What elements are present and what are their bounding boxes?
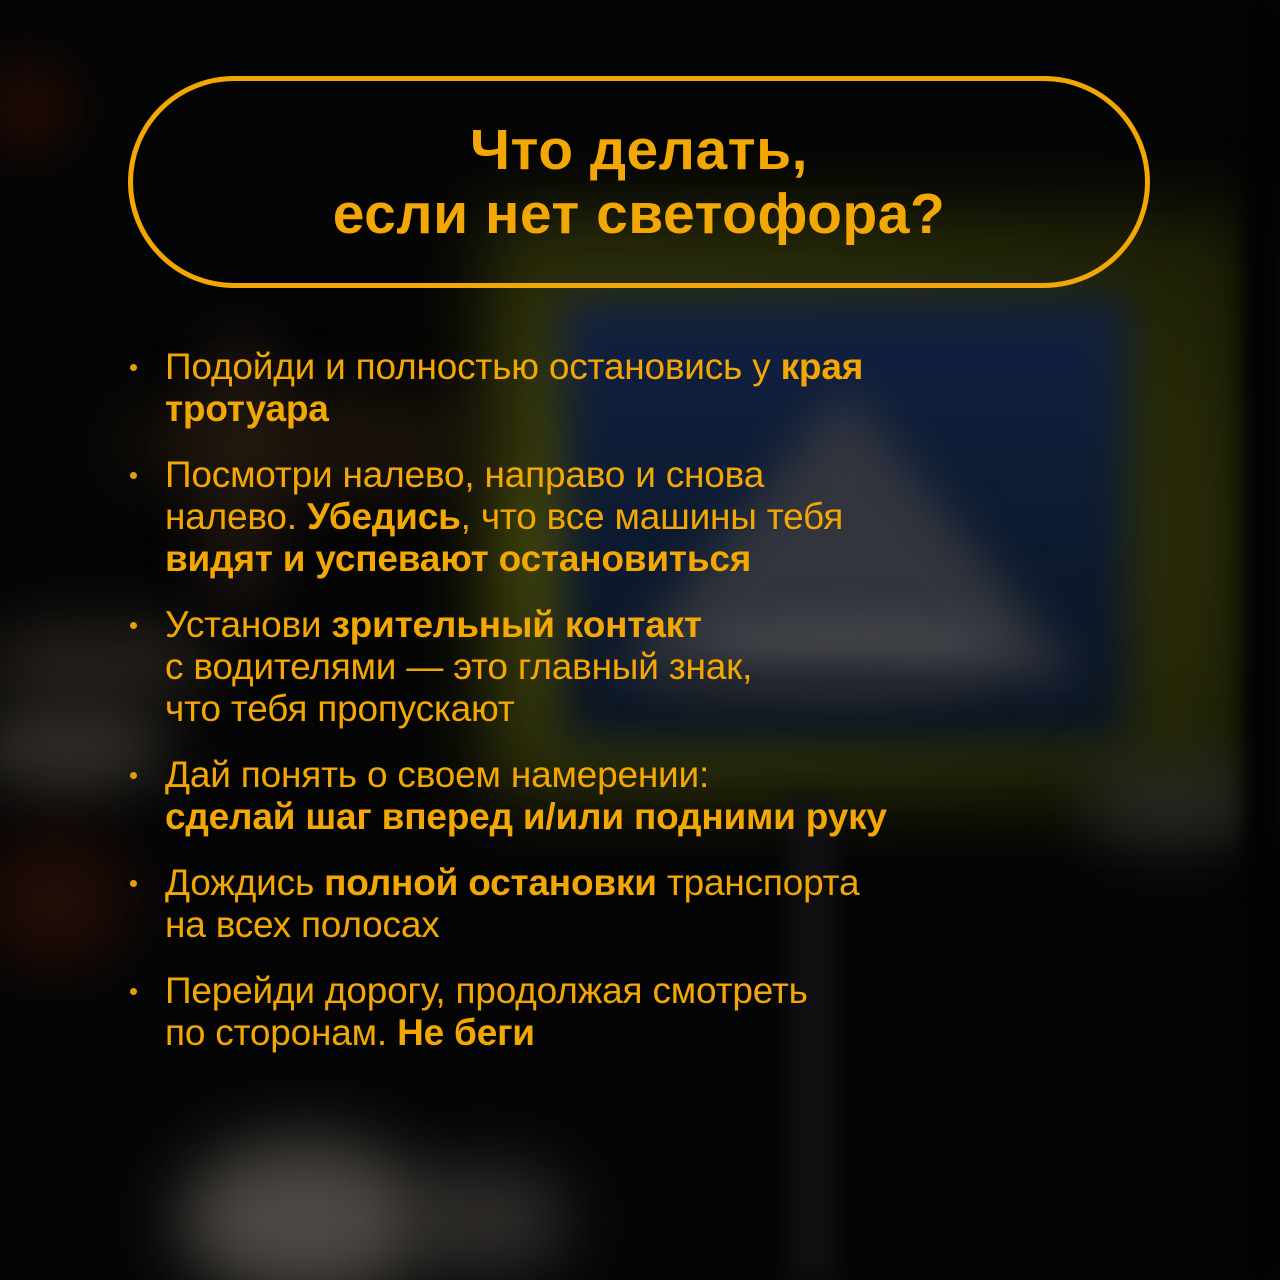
title-line-2: если нет светофора?: [332, 182, 946, 246]
list-item-text: Подойди и полностью остановись у края тротуара: [165, 346, 864, 429]
blur-headlight-blob: [180, 1140, 430, 1280]
bullet-dot-icon: [130, 472, 137, 479]
list-item: [130, 754, 1220, 838]
list-item-text: Перейди дорогу, продолжая смотреть по сторонам. Не беги: [165, 970, 808, 1053]
bullet-dot-icon: [130, 772, 137, 779]
list-item: [130, 454, 1220, 580]
page-title: [333, 118, 946, 246]
bullet-dot-icon: [130, 364, 137, 371]
list-item: [130, 604, 1220, 730]
blur-red-left: [0, 830, 130, 970]
list-item: [130, 970, 1220, 1054]
list-item-text: Дай понять о своем намерении: сделай шаг вперед и/или подними руку: [165, 754, 887, 837]
title-box: [128, 76, 1150, 288]
list-item-text: Посмотри налево, направо и снова налево. Убедись, что все машины тебя видят и успевают остановиться: [165, 454, 844, 579]
blur-red-topleft: [0, 60, 75, 155]
title-line-1: Что делать,: [470, 118, 808, 182]
list-item: [130, 862, 1220, 946]
list-item-text: Установи зрительный контакт с водителями — это главный знак, что тебя пропускают: [165, 604, 753, 729]
bullet-dot-icon: [130, 988, 137, 995]
list-item: [130, 346, 1220, 430]
instruction-list: [130, 346, 1220, 1054]
list-item-text: Дождись полной остановки транспорта на всех полосах: [165, 862, 860, 945]
bullet-dot-icon: [130, 622, 137, 629]
blur-grey-blob: [400, 1165, 570, 1275]
bullet-dot-icon: [130, 880, 137, 887]
right-dark-strip: [1244, 0, 1280, 1280]
